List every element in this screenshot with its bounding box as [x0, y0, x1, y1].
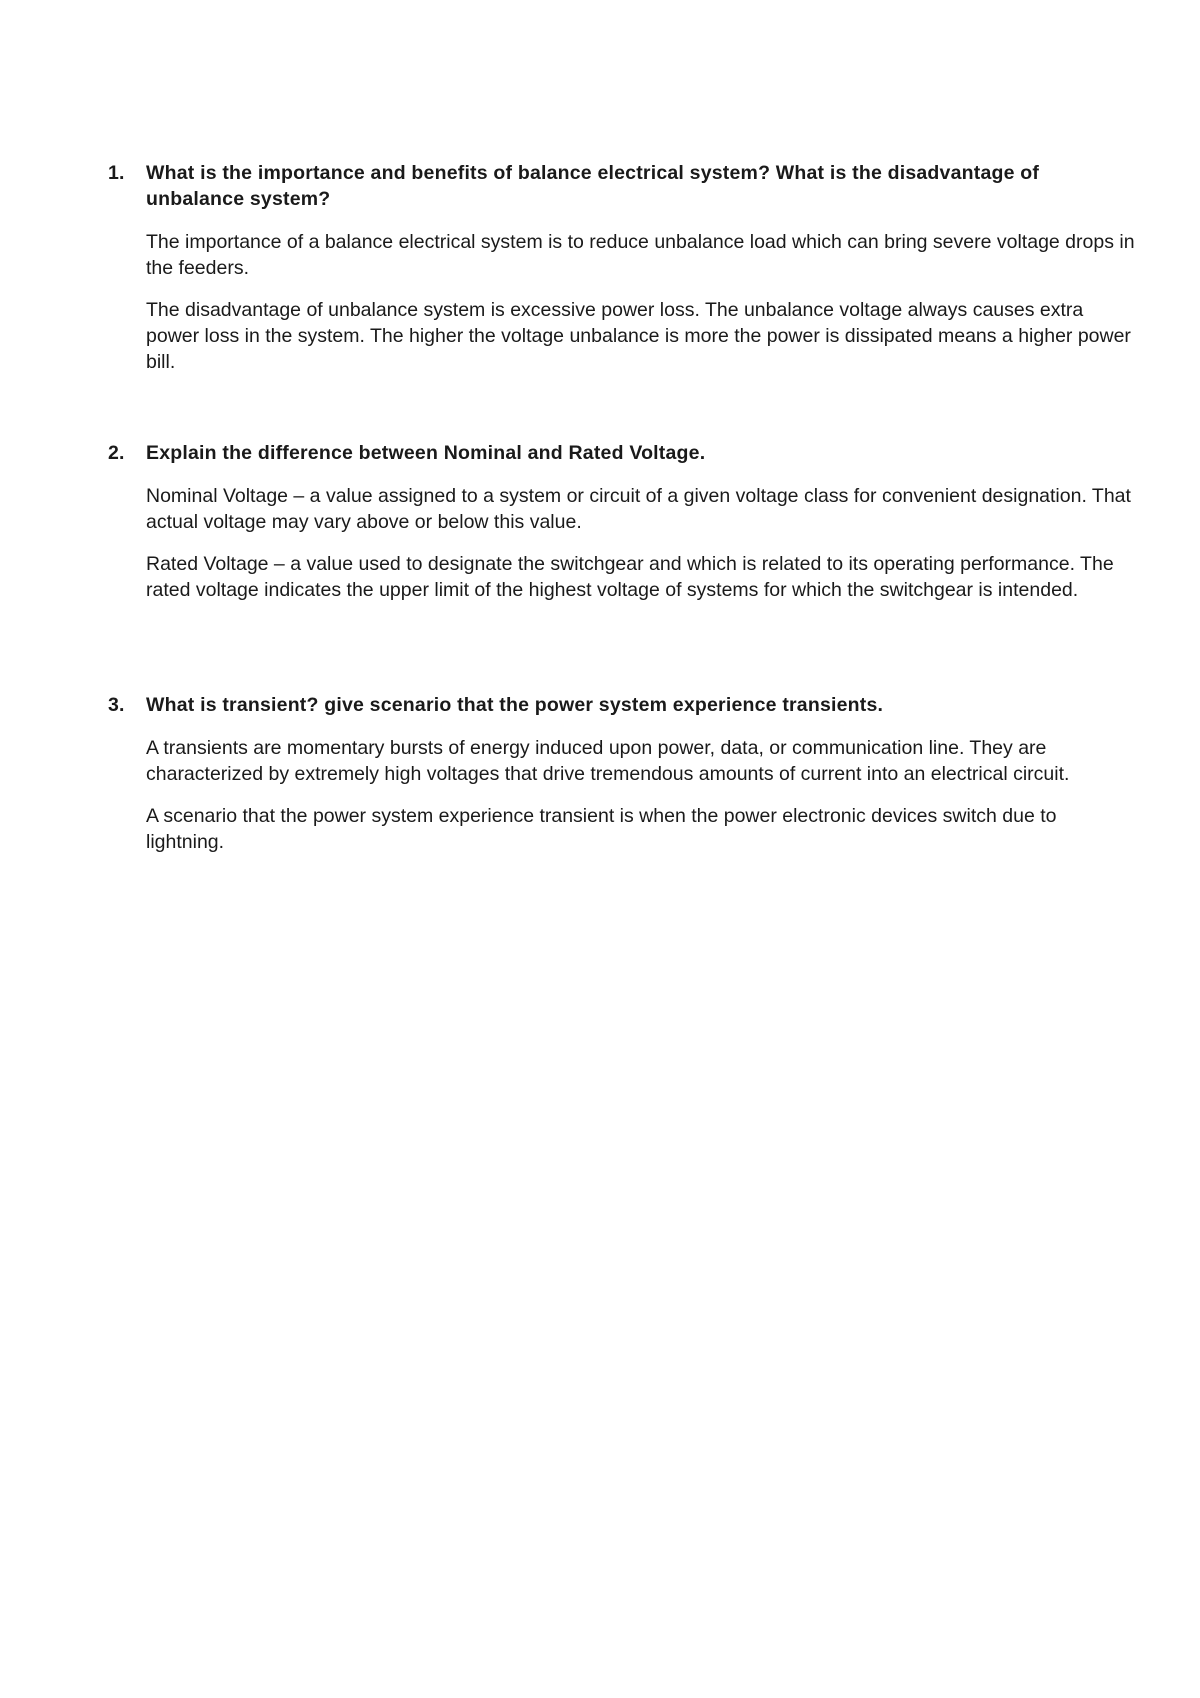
- question-block-2: [108, 440, 1138, 619]
- question-number: 1.: [108, 162, 125, 184]
- answer-paragraph: A scenario that the power system experience transient is when the power electronic devices switch due to lightning.: [146, 805, 1057, 853]
- question-text: What is the importance and benefits of balance electrical system? What is the disadvantage of unbalance system?: [146, 162, 1040, 210]
- answer-paragraph: Nominal Voltage – a value assigned to a system or circuit of a given voltage class for convenient designation. That actual voltage may vary above or below this value.: [146, 485, 1131, 533]
- question-heading-3: [108, 692, 1138, 718]
- answer-paragraph: The disadvantage of unbalance system is excessive power loss. The unbalance voltage always causes extra power loss in the system. The higher the voltage unbalance is more the power is dissipated means a higher power bill.: [146, 299, 1131, 373]
- question-heading-2: [108, 440, 1138, 466]
- question-heading-1: [108, 160, 1138, 212]
- question-number: 3.: [108, 694, 125, 716]
- question-block-3: [108, 692, 1138, 871]
- question-block-1: [108, 160, 1138, 391]
- answer-paragraph: The importance of a balance electrical system is to reduce unbalance load which can bring severe voltage drops in the feeders.: [146, 231, 1135, 279]
- answer-paragraph: A transients are momentary bursts of energy induced upon power, data, or communication line. They are characterized by extremely high voltages that drive tremendous amounts of current into an electrical circuit.: [146, 737, 1070, 785]
- question-text: Explain the difference between Nominal and Rated Voltage.: [146, 442, 706, 464]
- answer-paragraph: Rated Voltage – a value used to designate the switchgear and which is related to its operating performance. The rated voltage indicates the upper limit of the highest voltage of systems for which the switchgear is intended.: [146, 553, 1114, 601]
- question-text: What is transient? give scenario that the power system experience transients.: [146, 694, 884, 716]
- question-number: 2.: [108, 442, 125, 464]
